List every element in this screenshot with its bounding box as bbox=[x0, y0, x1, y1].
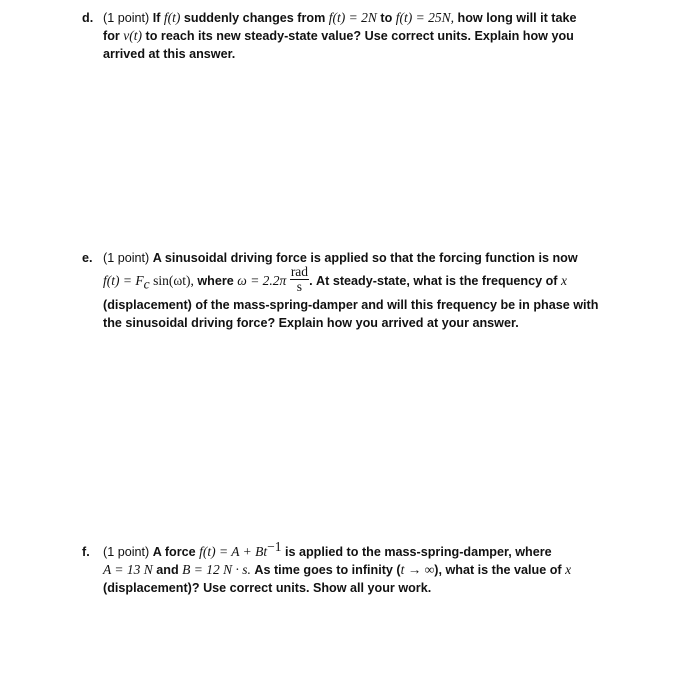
question-f-body bbox=[103, 538, 622, 597]
question-f-text: (displacement)? Use correct units. Show all your work. bbox=[103, 581, 432, 595]
question-e-points: (1 point) bbox=[103, 251, 150, 265]
question-e-text: (displacement) of the mass-spring-damper and will this frequency be in phase with bbox=[103, 298, 599, 313]
question-e-text: A sinusoidal driving force is applied so that the forcing function is now bbox=[152, 251, 578, 265]
question-d-points: (1 point) bbox=[103, 11, 150, 25]
question-f-line-2 bbox=[103, 561, 622, 579]
question-d-text: If bbox=[152, 11, 161, 25]
math-subscript: c bbox=[143, 276, 150, 292]
question-d-line-3 bbox=[103, 45, 622, 63]
question-e-text: . At steady-state, what is the frequency of bbox=[309, 274, 558, 288]
question-f-text: A force bbox=[152, 545, 196, 559]
question-d-text: for bbox=[103, 29, 120, 43]
math-expression: v(t) bbox=[123, 28, 143, 43]
question-f-text: and bbox=[156, 563, 179, 577]
question-f-text: ), what is the value of bbox=[434, 563, 562, 577]
math-expression: f(t) = 25N, bbox=[395, 10, 455, 25]
question-d-line-1 bbox=[103, 9, 622, 27]
math-expression: f(t) = F bbox=[103, 273, 144, 288]
question-f-label: f. bbox=[82, 545, 90, 559]
fraction-denominator: s bbox=[296, 279, 303, 295]
question-d-text: to bbox=[380, 11, 393, 25]
math-expression: x bbox=[561, 273, 567, 288]
math-expression: A = 13 N bbox=[103, 562, 153, 577]
math-expression: f(t) = 2N bbox=[328, 10, 377, 25]
math-expression: ω = 2.2π bbox=[237, 273, 287, 288]
question-e-line-4 bbox=[103, 314, 622, 332]
math-expression: t → ∞ bbox=[400, 562, 435, 577]
question-d-body bbox=[103, 9, 622, 63]
question-d-text: to reach its new steady-state value? Use correct units. Explain how you bbox=[145, 29, 574, 43]
question-d-text: suddenly changes from bbox=[183, 11, 326, 25]
question-e-text: where bbox=[197, 274, 234, 288]
question-e-line-3 bbox=[103, 296, 622, 314]
math-expression: f(t) = A + Bt bbox=[199, 544, 268, 559]
question-e-line-1 bbox=[103, 249, 622, 267]
question-e-line-2 bbox=[103, 264, 622, 296]
math-expression: sin(ωt), bbox=[153, 273, 194, 288]
math-expression: f(t) bbox=[163, 10, 181, 25]
question-e-text: the sinusoidal driving force? Explain how you arrived at your answer. bbox=[103, 316, 519, 331]
fraction-numerator: rad bbox=[290, 264, 309, 280]
question-d bbox=[82, 9, 622, 63]
question-d-line-2 bbox=[103, 27, 622, 45]
question-d-text: arrived at this answer. bbox=[103, 47, 236, 61]
question-e-body bbox=[103, 249, 622, 332]
question-f-text: As time goes to infinity ( bbox=[254, 563, 401, 577]
math-superscript: −1 bbox=[267, 538, 282, 554]
question-e bbox=[82, 249, 622, 332]
question-f-line-1 bbox=[103, 538, 622, 561]
question-f-points: (1 point) bbox=[103, 545, 150, 559]
question-e-label: e. bbox=[82, 251, 93, 265]
question-d-text: how long will it take bbox=[457, 11, 577, 25]
math-expression: B = 12 N · s. bbox=[182, 562, 251, 577]
question-f bbox=[82, 538, 622, 597]
question-d-label: d. bbox=[82, 11, 94, 25]
math-expression: x bbox=[565, 562, 572, 577]
fraction bbox=[290, 265, 309, 294]
question-f-line-3 bbox=[103, 579, 622, 597]
question-f-text: is applied to the mass-spring-damper, where bbox=[284, 545, 552, 559]
